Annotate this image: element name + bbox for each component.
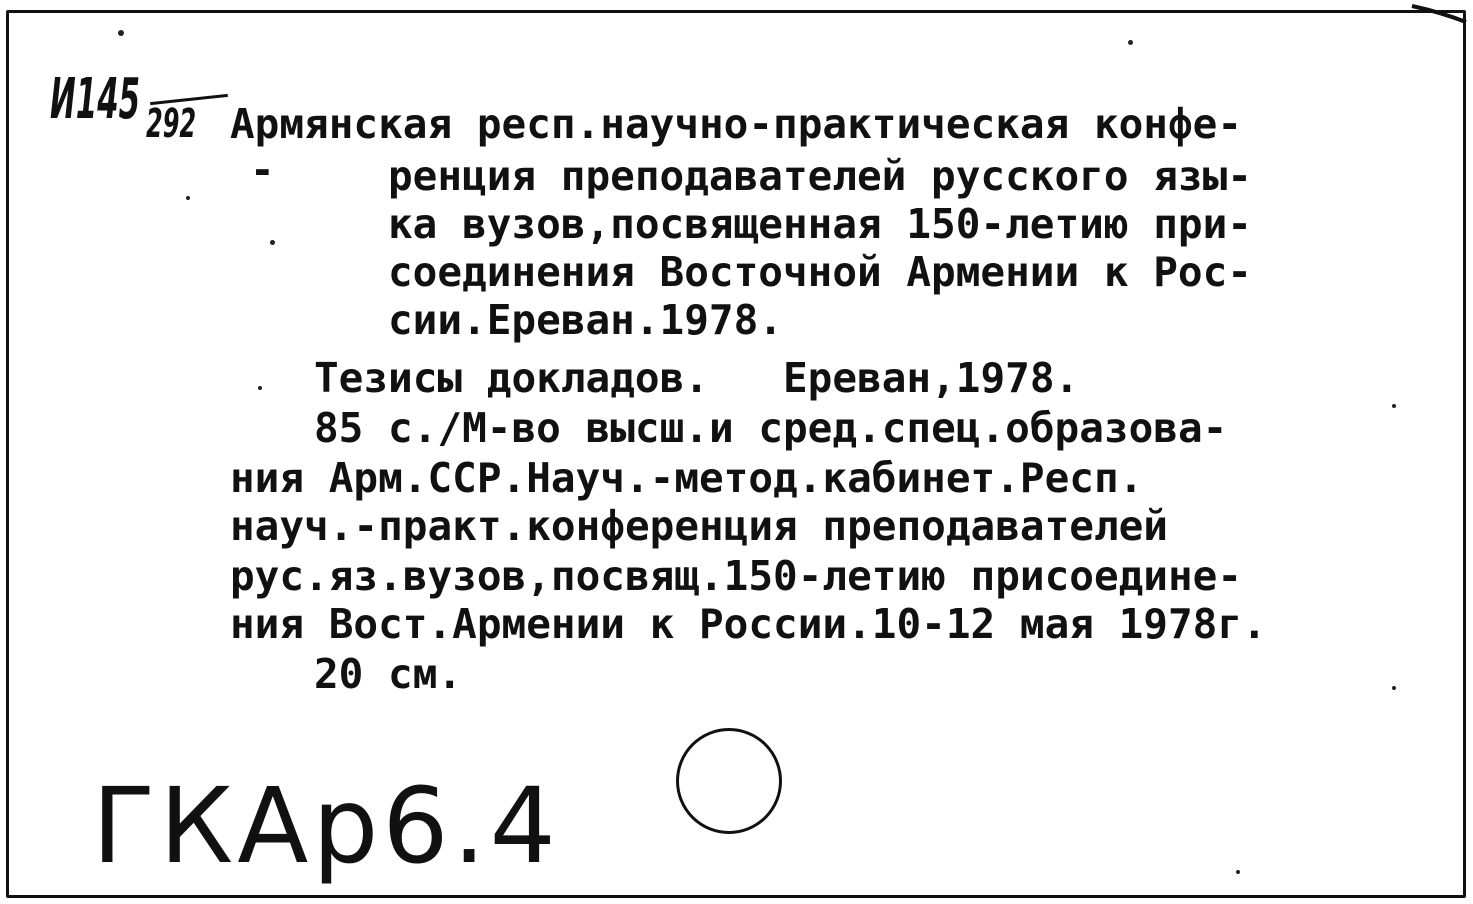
speck [1392,404,1396,408]
call-number-main: И145 [50,67,141,132]
speck [1236,870,1240,874]
corner-mark-icon [1410,0,1470,30]
shelf-mark: ГКАр6.4 [92,765,560,887]
speck [258,386,262,390]
card-line-3: ка вузов,посвященная 150-летию при- [388,200,1252,248]
punch-hole-icon [676,728,782,834]
card-line-12: 20 см. [314,650,463,698]
speck [270,240,275,245]
speck [118,30,124,36]
card-line-10: рус.яз.вузов,посвящ.150-летию присоедине- [230,552,1243,600]
speck [1128,40,1133,45]
card-line-7: 85 с./М-во высш.и сред.спец.образова- [314,404,1228,452]
card-line-11: ния Вост.Армении к России.10-12 мая 1978г. [230,600,1267,648]
card-line-8: ния Арм.ССР.Науч.-метод.кабинет.Респ. [230,454,1144,502]
card-line-9: науч.-практ.конференция преподавателей [230,502,1168,550]
card-line-1: Армянская респ.научно-практическая конфе- [230,100,1243,148]
speck [186,196,190,200]
card-line-dash: - [250,146,275,194]
call-number-sub: 292 [146,101,197,147]
card-line-5: сии.Ереван.1978. [388,296,783,344]
card-line-6: Тезисы докладов. Ереван,1978. [314,354,1080,402]
speck [1392,686,1396,690]
card-line-4: соединения Восточной Армении к Рос- [388,248,1252,296]
card-line-2: ренция преподавателей русского язы- [388,152,1252,200]
